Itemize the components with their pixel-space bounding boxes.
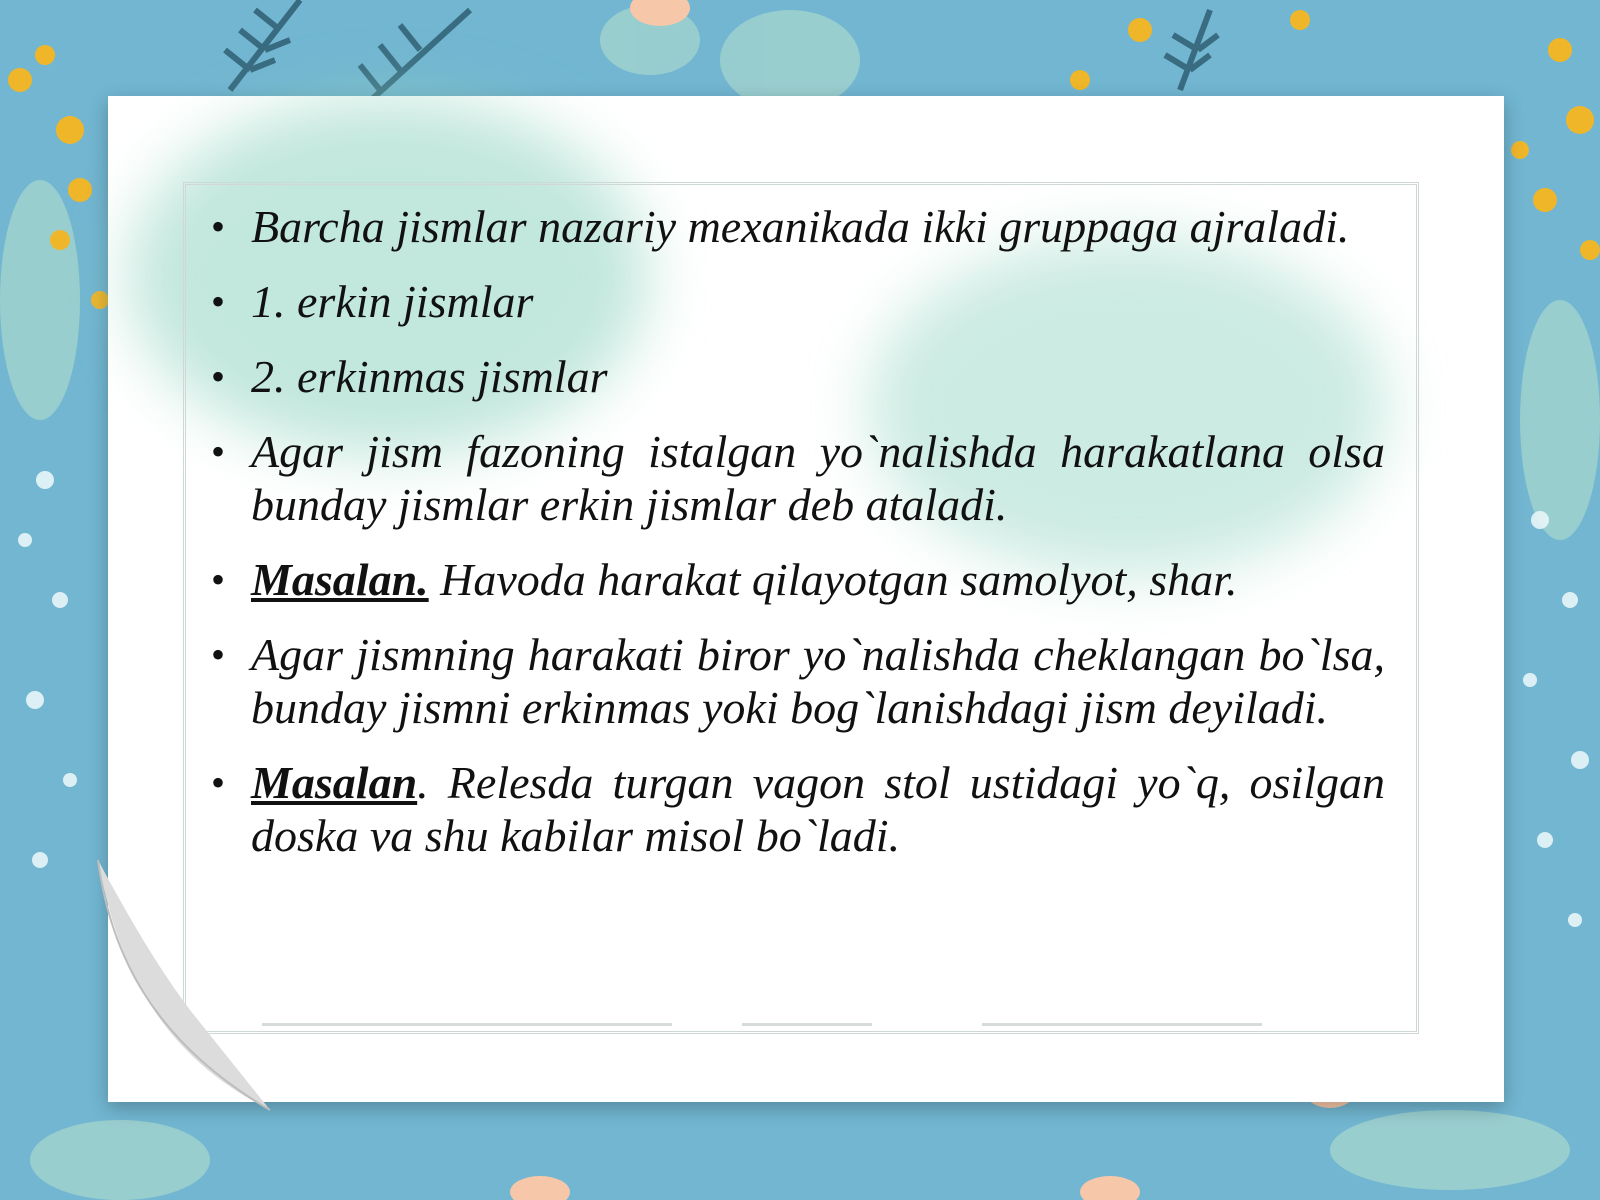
bullet-text: 2. erkinmas jismlar (251, 351, 608, 402)
bullet-list (205, 200, 1385, 862)
bullet-icon: • (211, 429, 226, 474)
bullet-item (205, 628, 1385, 734)
bullet-text: Barcha jismlar nazariy mexanikada ikki gruppaga ajraladi. (251, 201, 1350, 252)
bullet-text: Havoda harakat qilayotgan samolyot, shar. (428, 554, 1238, 605)
bullet-icon: • (211, 760, 226, 805)
bullet-item (205, 350, 1385, 403)
bullet-item (205, 200, 1385, 253)
bullet-text: 1. erkin jismlar (251, 276, 534, 327)
bullet-text: Agar jism fazoning istalgan yo`nalishda harakatlana olsa bunday jismlar erkin jismlar deb ataladi. (251, 426, 1385, 530)
bullet-icon: • (211, 632, 226, 677)
bullet-icon: • (211, 204, 226, 249)
bullet-item (205, 553, 1385, 606)
bullet-text: . Relesda turgan vagon stol ustidagi yo`q, osilgan doska va shu kabilar misol bo`ladi. (251, 757, 1385, 861)
bullet-icon: • (211, 279, 226, 324)
bullet-item (205, 756, 1385, 862)
slide-content (205, 200, 1385, 884)
bullet-item (205, 425, 1385, 531)
page-curl (90, 860, 290, 1120)
bullet-item (205, 275, 1385, 328)
bullet-icon: • (211, 557, 226, 602)
bullet-lead: Masalan (251, 757, 418, 808)
bullet-lead: Masalan. (251, 554, 429, 605)
bullet-text: Agar jismning harakati biror yo`nalishda cheklangan bo`lsa, bunday jismni erkinmas yoki bog`lanishdagi jism deyiladi. (251, 629, 1385, 733)
decorative-underline (262, 1020, 1262, 1032)
bullet-icon: • (211, 354, 226, 399)
